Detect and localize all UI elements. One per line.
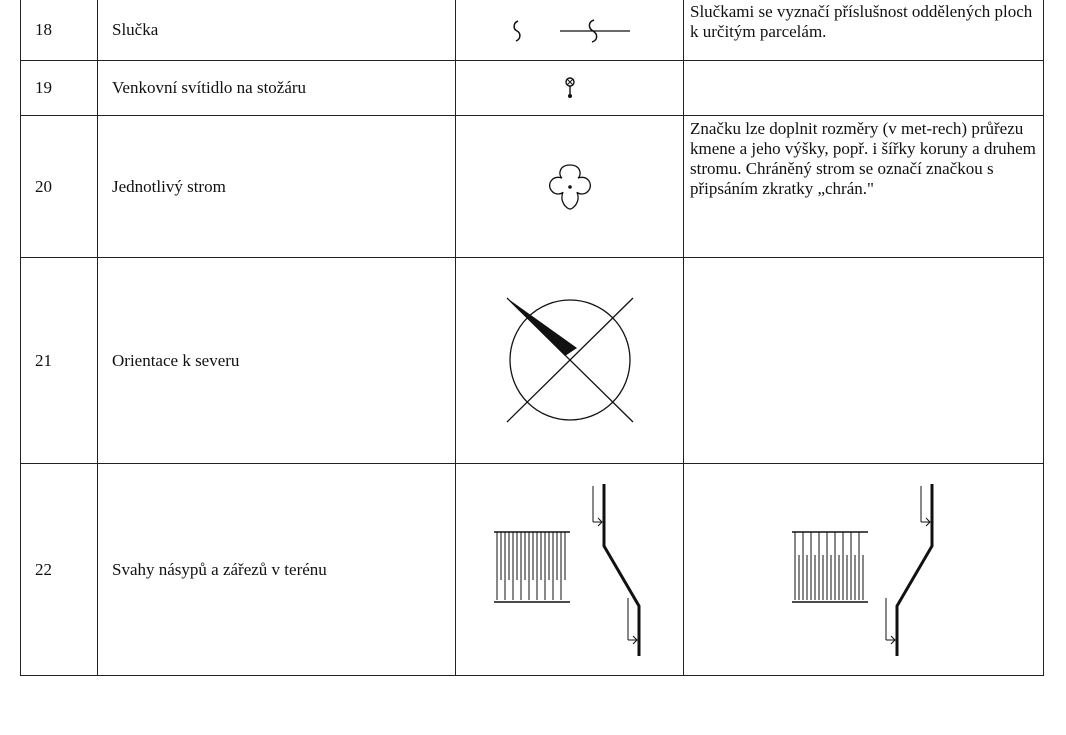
row-name: Slučka: [98, 0, 456, 61]
row-name: Orientace k severu: [98, 258, 456, 464]
row-note: Slučkami se vyznačí příslušnost oddělených ploch k určitým parcelám.: [684, 0, 1044, 61]
tree-icon: [456, 116, 684, 258]
row-number: 22: [21, 464, 98, 676]
row-number: 21: [21, 258, 98, 464]
row-number: 18: [21, 0, 98, 61]
row-name: Jednotlivý strom: [98, 116, 456, 258]
row-note: Značku lze doplnit rozměry (v met-rech) průřezu kmene a jeho výšky, popř. i šířky koruny a druhem stromu. Chráněný strom se označí značkou s připsáním zkratky „chrán.": [684, 116, 1044, 258]
row-number: 19: [21, 61, 98, 116]
loop-symbol-icon: [456, 0, 684, 61]
north-arrow-icon: [456, 258, 684, 464]
row-number: 20: [21, 116, 98, 258]
table-row: [21, 61, 1044, 116]
table-row: [21, 464, 1044, 676]
table-row: [21, 116, 1044, 258]
table-row: [21, 258, 1044, 464]
embankment-symbol-icon: [456, 464, 684, 676]
symbol-table: [20, 0, 1044, 676]
row-name: Venkovní svítidlo na stožáru: [98, 61, 456, 116]
row-note: [684, 61, 1044, 116]
embankment-symbol-alt-icon: [684, 464, 1044, 676]
lamp-post-icon: [456, 61, 684, 116]
row-note: [684, 258, 1044, 464]
table-row: [21, 0, 1044, 61]
row-name: Svahy násypů a zářezů v terénu: [98, 464, 456, 676]
